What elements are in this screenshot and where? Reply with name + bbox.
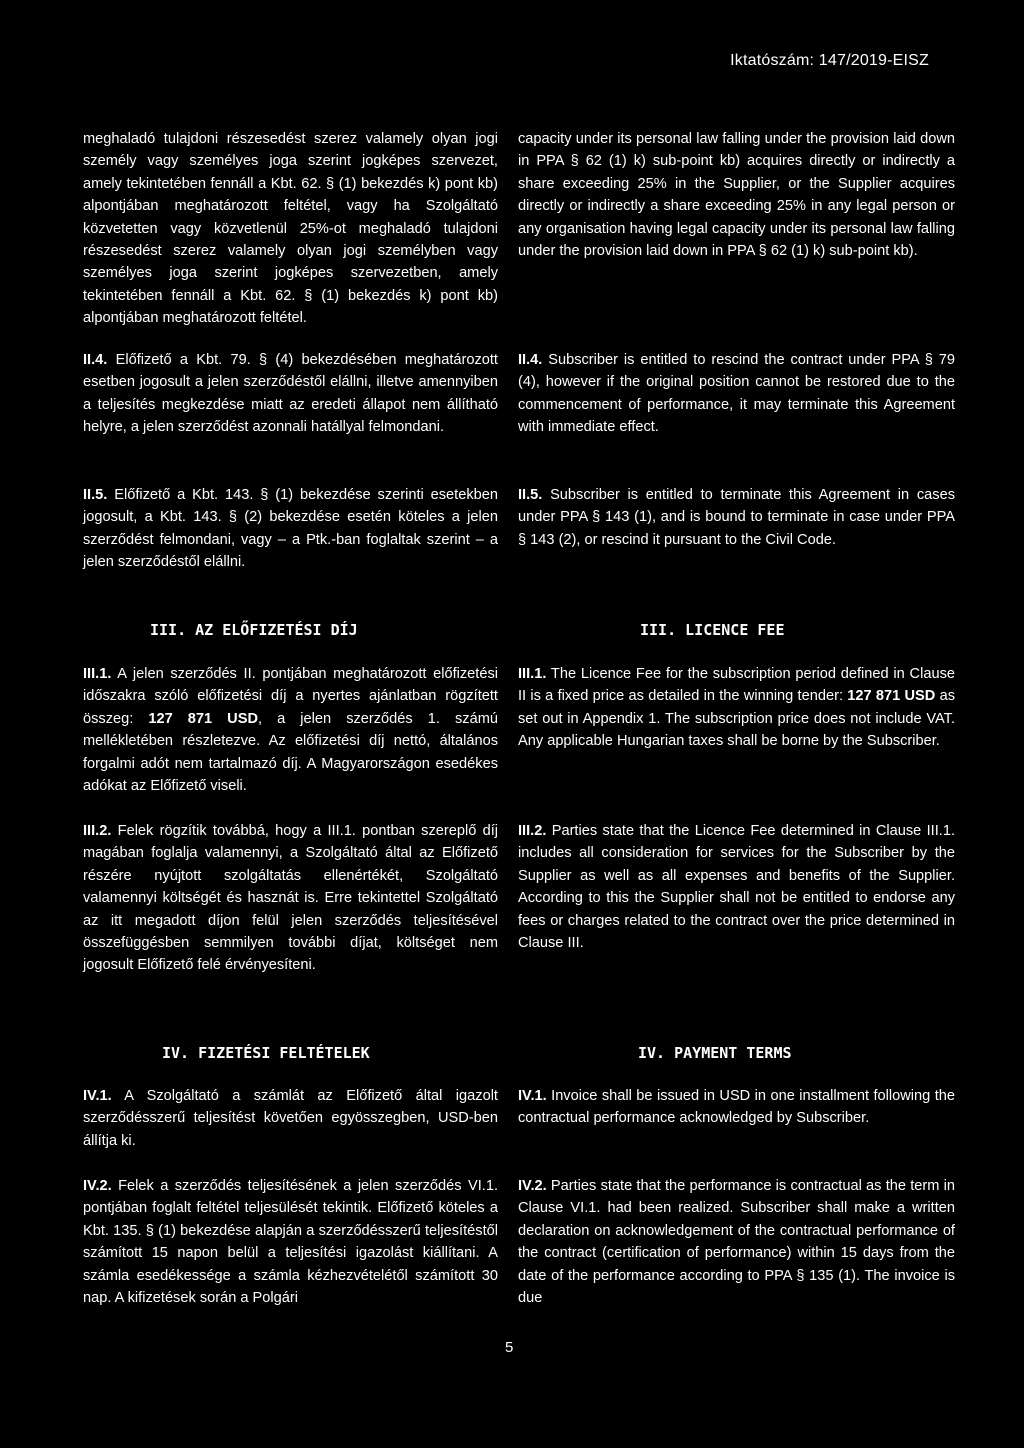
clause-number: II.4. — [83, 352, 108, 368]
right-paragraph-iii1: III.1. The Licence Fee for the subscription period defined in Clause II is a fixed price as detailed in the winning tender: 127 871 USD as set out in Appendix 1. The subscription price does not include VAT. Any applicable Hungarian taxes shall be borne by the Subscriber. — [518, 666, 955, 750]
clause-number: III.2. — [83, 823, 112, 839]
right-paragraph-iii2: III.2. Parties state that the Licence Fee determined in Clause III.1. includes all consideration for services for the Subscriber by the Supplier as well as all expenses and benefits of the Supplier. According to this the Supplier shall not be entitled to endorse any fees or charges related to the contract over the price determined in Clause III. — [518, 823, 955, 952]
fee-amount: 127 871 USD — [148, 710, 258, 727]
clause-number: III.2. — [518, 823, 547, 839]
left-paragraph-iv1: IV.1. A Szolgáltató a számlát az Előfizető által igazolt szerződésszerű teljesítést követően egyösszegben, USD-ben állítja ki. — [83, 1088, 498, 1149]
left-paragraph-iv2: IV.2. Felek a szerződés teljesítésének a jelen szerződés VI.1. pontjában foglalt feltétel teljesülését tekintik. Előfizető köteles a Kbt. 135. § (1) bekezdése alapján a szerződésszerű teljesítéstől számított 15 napon belül a teljesítési igazolást kiállítani. A számla esedékessége a számla kézhezvételétől számított 30 nap. A kifizetések során a Polgári — [83, 1178, 498, 1307]
clause-number: IV.2. — [518, 1178, 547, 1194]
left-section-heading-iii: III. AZ ELŐFIZETÉSI DÍJ — [150, 621, 358, 639]
right-paragraph-continuation: capacity under its personal law falling under the provision laid down in PPA § 62 (1) k) sub-point kb) acquires directly or indirectly a share exceeding 25% in the Supplier, or the Supplier acquires directly or indirectly a share exceeding 25% in any legal person or any organisation having legal capacity under its personal law falling under the provision laid down in PPA § 62 (1) k) sub-point kb). — [518, 131, 955, 260]
fee-amount: 127 871 USD — [847, 688, 936, 705]
clause-number: II.5. — [83, 487, 108, 503]
left-paragraph-continuation: meghaladó tulajdoni részesedést szerez valamely olyan jogi személy vagy személyes joga szerint jogképes szervezet, amely tekintetében fennáll a Kbt. 62. § (1) bekezdés k) pont kb) alpontjában meghatározott feltétel, vagy ha Szolgáltató közvetetten vagy közvetlenül 25%-ot meghaladó tulajdoni részesedést szerez valamely olyan jogi személyben vagy személyes joga szerint jogképes szervezetben, amely tekintetében fennáll a Kbt. 62. § (1) bekezdés k) pont kb) alpontjában meghatározott feltétel. — [83, 131, 498, 327]
clause-number: IV.2. — [83, 1178, 112, 1194]
clause-number: II.5. — [518, 487, 543, 503]
right-paragraph-ii4: II.4. Subscriber is entitled to rescind the contract under PPA § 79 (4), however if the original position cannot be restored due to the commencement of performance, it may terminate this Agreement with immediate effect. — [518, 352, 955, 436]
page-number: 5 — [505, 1339, 514, 1356]
clause-number: III.1. — [83, 666, 112, 682]
clause-number: IV.1. — [83, 1088, 112, 1104]
clause-number: III.1. — [518, 666, 547, 682]
right-section-heading-iv: IV. PAYMENT TERMS — [638, 1044, 792, 1062]
left-section-heading-iv: IV. FIZETÉSI FELTÉTELEK — [162, 1044, 370, 1062]
left-paragraph-iii2: III.2. Felek rögzítik továbbá, hogy a III.1. pontban szereplő díj magában foglalja valamennyi, a Szolgáltató által az Előfizető részére nyújtott szolgáltatás ellenértékét, Szolgáltató valamennyi költségét és hasznát is. Erre tekintettel Szolgáltató az itt megadott díjon felül jelen szerződés teljesítésével összefüggésben semmilyen további díjat, költséget nem jogosult Előfizető felé érvényesíteni. — [83, 823, 498, 974]
clause-number: IV.1. — [518, 1088, 547, 1104]
right-section-heading-iii: III. LICENCE FEE — [640, 621, 785, 639]
left-paragraph-iii1: III.1. A jelen szerződés II. pontjában meghatározott előfizetési időszakra szóló előfizetési díj a nyertes ajánlatban rögzített összeg: 127 871 USD, a jelen szerződés 1. számú mellékletében részletezve. Az előfizetési díj nettó, általános forgalmi adót nem tartalmazó díj. A Magyarországon esedékes adókat az Előfizető viseli. — [83, 666, 498, 795]
right-paragraph-iv2: IV.2. Parties state that the performance is contractual as the term in Clause VI.1. had been realized. Subscriber shall make a written declaration on acknowledgement of the contractual performance of the contract (certification of performance) within 15 days from the date of the performance according to PPA § 135 (1). The invoice is due — [518, 1178, 955, 1307]
right-paragraph-ii5: II.5. Subscriber is entitled to terminate this Agreement in cases under PPA § 143 (1), and is bound to terminate in case under PPA § 143 (2), or rescind it pursuant to the Civil Code. — [518, 487, 955, 548]
right-paragraph-iv1: IV.1. Invoice shall be issued in USD in one installment following the contractual performance acknowledged by Subscriber. — [518, 1088, 955, 1127]
document-registration-number: Iktatószám: 147/2019-EISZ — [730, 52, 929, 69]
clause-number: II.4. — [518, 352, 543, 368]
left-paragraph-ii4: II.4. Előfizető a Kbt. 79. § (4) bekezdésében meghatározott esetben jogosult a jelen szerződéstől elállni, illetve amennyiben a teljesítés megkezdése miatt az eredeti állapot nem állítható helyre, a jelen szerződést azonnali hatállyal felmondani. — [83, 352, 498, 436]
left-paragraph-ii5: II.5. Előfizető a Kbt. 143. § (1) bekezdése szerinti esetekben jogosult, a Kbt. 143. § (2) bekezdése esetén köteles a jelen szerződést felmondani, vagy – a Ptk.-ban foglaltak szerint – a jelen szerződéstől elállni. — [83, 487, 498, 571]
